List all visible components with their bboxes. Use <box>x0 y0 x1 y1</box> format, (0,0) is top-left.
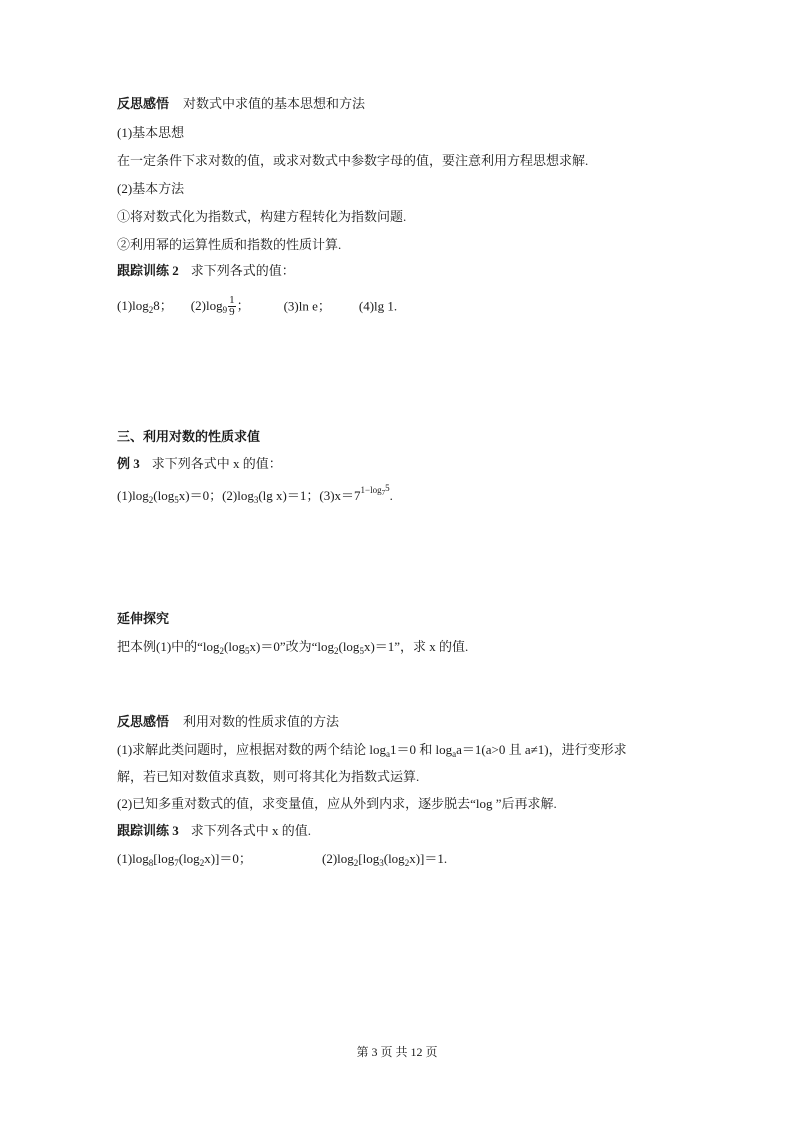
method-text-1-cont: 解，若已知对数值求真数，则可将其化为指数式运算. <box>117 769 420 784</box>
basic-idea-text: 在一定条件下求对数的值，或求对数式中参数字母的值，要注意利用方程思想求解. <box>117 153 589 168</box>
item-4: (4)lg 1. <box>358 298 398 314</box>
basic-idea-label: (1)基本思想 <box>117 125 185 140</box>
example-3-equations: $(1)\log_2(\log_5x)=0$；$(2)\log_3(\lg$ x)＝1；$(3)x=7^{1-log_75}$. <box>117 483 393 505</box>
example-3-heading: 例 3 求下列各式中 x 的值： <box>117 456 282 471</box>
exercise-3-heading: 跟踪训练 3 求下列各式中 x 的值. <box>117 823 312 838</box>
extension-title: 延伸探究 <box>117 611 170 626</box>
item-1: $(1)\log_28$； <box>117 298 173 316</box>
reflection-heading-2: 反思感悟 利用对数的性质求值的方法 <box>117 714 340 729</box>
item-1: $(1)\log_8[\log_7(\log_2x)]=0$； <box>117 851 252 868</box>
basic-method-label: (2)基本方法 <box>117 181 185 196</box>
item-3: (3)ln e； <box>283 298 331 314</box>
extension-text: 把本例(1)中的“$\log_2(\log_5x)=0$”改为“$\log_2(\log_5x)=1$”，求 x 的值. <box>117 639 469 656</box>
reflection-heading-1: 反思感悟 对数式中求值的基本思想和方法 <box>117 96 366 111</box>
exercise-3-items <box>117 850 447 868</box>
method-text-1: (1)求解此类问题时，应根据对数的两个结论 $\log_a1=0$ 和 $\log_aa=1(a>0$ 且 a≠1)，进行变形求 <box>117 742 627 759</box>
method-step-2: ②利用幂的运算性质和指数的性质计算. <box>117 237 342 252</box>
page-footer: 第 3 页 共 12 页 <box>356 1045 438 1059</box>
section-3-title: 三、利用对数的性质求值 <box>117 429 261 444</box>
exponent: 1−log75 <box>360 483 390 497</box>
method-step-1: ①将对数式化为指数式，构建方程转化为指数问题. <box>117 209 407 224</box>
method-text-2: (2)已知多重对数式的值，求变量值，应从外到内求，逐步脱去“log ”后再求解. <box>117 796 557 811</box>
fraction: $\frac{1}{9}$ <box>229 294 235 318</box>
item-2: $(2)\log_2[\log_3(\log_2x)]=1$. <box>322 851 448 868</box>
exercise-2-heading: 跟踪训练 2 求下列各式的值： <box>117 263 295 278</box>
exercise-2-items <box>117 296 397 319</box>
item-2: $(2)\log_9$ $\frac{1}{9}$ ； <box>190 294 250 318</box>
